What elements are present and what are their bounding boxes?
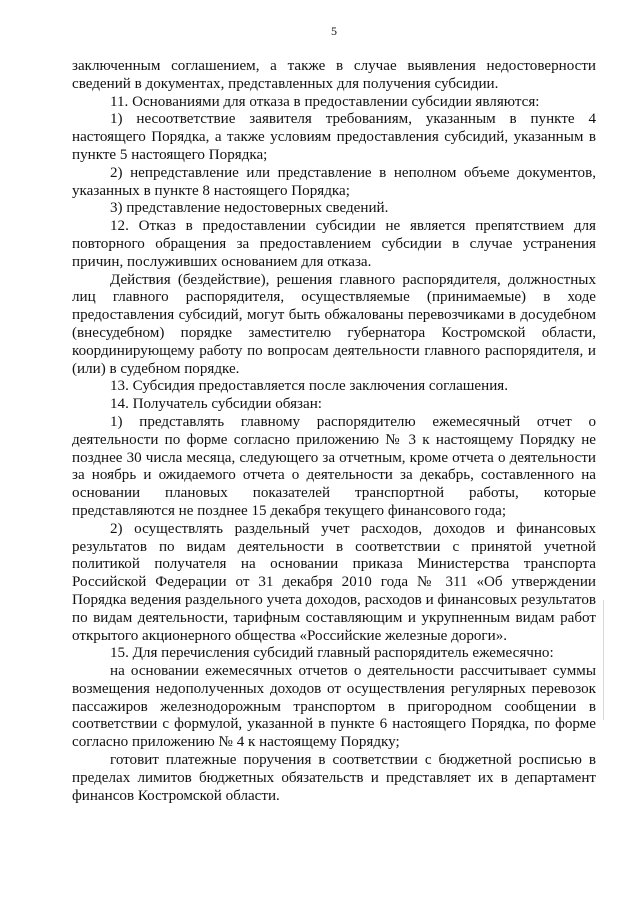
paragraph-15-heading: 15. Для перечисления субсидий главный распорядитель ежемесячно:: [110, 645, 554, 662]
paragraph-13: 13. Субсидия предоставляется после заключения соглашения.: [110, 378, 509, 395]
paragraph-14-item-2: 2) осуществлять раздельный учет расходов, доходов и финансовых результатов по видам деятельности в соответствии с принятой учетной политикой получателя на основании приказа Министерства транспорта Российской Федерации от 31 декабря 2010 года № 311 «Об утверждении Порядка ведения раздельного учета доходов, расходов и финансовых результатов по видам деятельности, тарифным составляющим и укрупненным видам работ открытого акционерного общества «Российские железные дороги».: [72, 520, 596, 644]
paragraph-12: 12. Отказ в предоставлении субсидии не является препятствием для повторного обращения за предоставлением субсидии в случае устранения причин, послуживших основанием для отказа.: [72, 218, 596, 270]
paragraph-15-item-calculation: на основании ежемесячных отчетов о деятельности рассчитывает суммы возмещения недополученных доходов от осуществления регулярных перевозок пассажиров железнодорожным транспортом в пригородном сообщении в соответствии с формулой, указанной в пункте 6 настоящего Порядка, по форме согласно приложению № 4 к настоящему Порядку;: [72, 663, 596, 751]
paragraph-14-heading: 14. Получатель субсидии обязан:: [110, 396, 322, 413]
paragraph-continuation: заключенным соглашением, а также в случае выявления недостоверности сведений в документах, представленных для получения субсидии.: [72, 58, 596, 92]
paragraph-11-item-3: 3) представление недостоверных сведений.: [110, 200, 389, 217]
paragraph-15-item-payment: готовит платежные поручения в соответствии с бюджетной росписью в пределах лимитов бюджетных обязательств и представляет их в департамент финансов Костромской области.: [72, 752, 596, 804]
paragraph-11-item-2: 2) непредставление или представление в неполном объеме документов, указанных в пункте 8 настоящего Порядка;: [72, 164, 596, 199]
paragraph-11-heading: 11. Основаниями для отказа в предоставлении субсидии являются:: [110, 93, 540, 110]
paragraph-appeal: Действия (бездействие), решения главного распорядителя, должностных лиц главного распорядителя, осуществляемые (принимаемые) в ходе предоставления субсидий, могут быть обжалованы перевозчиками в досудебном (внесудебном) порядке заместителю губернатора Костромской области, координирующему работу по вопросам деятельности главного распорядителя, и (или) в судебном порядке.: [72, 271, 596, 377]
paragraph-11-item-1: 1) несоответствие заявителя требованиям, указанным в пункте 4 настоящего Порядка, а также условиям предоставления субсидий, указанным в пункте 5 настоящего Порядка;: [72, 111, 596, 163]
paragraph-14-item-1: 1) представлять главному распорядителю ежемесячный отчет о деятельности по форме согласно приложению № 3 к настоящему Порядку не позднее 30 числа месяца, следующего за отчетным, кроме отчета о деятельности за ноябрь и ожидаемого отчета о деятельности за декабрь, составленного на основании плановых показателей транспортной работы, которые представляются не позднее 15 декабря текущего финансового года;: [72, 413, 596, 519]
page-number: 5: [331, 24, 337, 38]
scan-edge-mark: [603, 600, 604, 720]
